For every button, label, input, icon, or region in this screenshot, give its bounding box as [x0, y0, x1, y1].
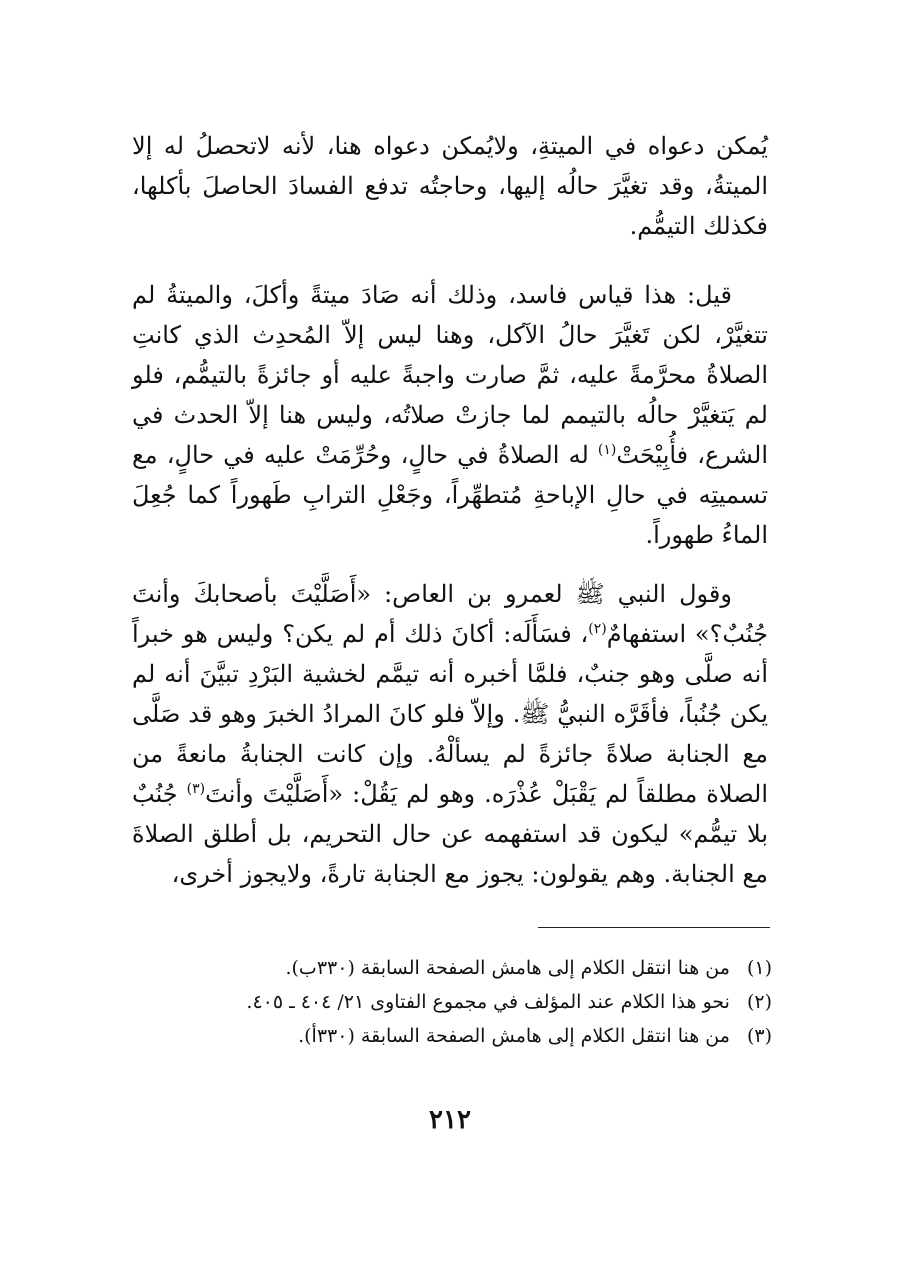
footnote-ref-1[interactable]: (١): [597, 442, 617, 458]
footnote-item: [132, 985, 772, 1019]
footnote-ref-2[interactable]: (٢): [588, 621, 607, 637]
footnote-number: (٣): [746, 1025, 772, 1047]
footnote-ref-3[interactable]: (٣): [186, 781, 206, 797]
paragraph-1-text: يُمكن دعواه في الميتةِ، ولايُمكن دعواه هنا، لأنه لاتحصلُ له إلا الميتةُ، وقد تغيَّرَ حالُه إليها، وحاجتُه تدفع الفسادَ الحاصلَ بأكلها، فكذلك التيمُّم.: [132, 132, 768, 240]
paragraph-1: [132, 126, 768, 246]
footnote-item: [132, 951, 772, 985]
paragraph-2-text-a: قيل: هذا قياس فاسد، وذلك أنه صَادَ ميتةً وأكلَ، والميتةُ لم تتغيَّرْ، لكن تَغيَّرَ حالُ الآكل، وهنا ليس إلاّ المُحدِث الذي كانتِ الصلاةُ محرَّمةً عليه، ثمَّ صارت واجبةً عليه أو جائزةً بالتيمُّم، فلو لم يَتغيَّرْ حالُه بالتيمم لما جازتْ صلاتُه، وليس هنا إلاّ الحدث في الشرع، فأُبِيْحَتْ: [132, 281, 769, 469]
footnote-text: من هنا انتقل الكلام إلى هامش الصفحة السابقة (٣٣٠ب).: [285, 957, 730, 979]
paragraph-2: [132, 275, 768, 555]
footnote-item: [132, 1019, 772, 1053]
paragraph-3-text-b: ، فسَأَلَه: أكانَ ذلك أم لم يكن؟ وليس هو خبراً أنه صلَّى وهو جنبٌ، فلمَّا أخبره أنه تيمَّم لخشية البَرْدِ تبيَّنَ أنه لم يكن جُنُباً، فأقَرَّه النبيُّ ﷺ. وإلاّ فلو كانَ المرادُ الخبرَ وهو قد صَلَّى مع الجنابة صلاةً جائزةً لم يسألْهُ. وإن كانت الجنابةُ مانعةً من الصلاة مطلقاً لم يَقْبَلْ عُذْرَه. وهو لم يَقُلْ: «أَصَلَّيْتَ وأنتَ: [132, 620, 768, 808]
paragraph-3: [132, 574, 768, 894]
page-number: ٢١٢: [429, 1105, 471, 1135]
paragraph-3-text-c: جُنُبٌ بلا تيمُّم» ليكون قد استفهمه عن حال التحريم، بل أطلق الصلاةَ مع الجنابة. وهم يقولون: يجوز مع الجنابة تارةً، ولايجوز أخرى،: [132, 780, 768, 888]
paragraph-2-text-b: له الصلاةُ في حالٍ، وحُرِّمَتْ عليه في حالٍ، مع تسميتِه في حالِ الإباحةِ مُتطهِّراً، وجَعْلِ الترابِ طَهوراً كما جُعِلَ الماءُ طهوراً.: [132, 441, 768, 549]
footnote-number: (٢): [746, 991, 772, 1013]
footnote-number: (١): [746, 957, 772, 979]
footnote-separator: [538, 927, 770, 928]
footnote-text: نحو هذا الكلام عند المؤلف في مجموع الفتاوى ٢١/ ٤٠٤ ـ ٤٠٥.: [246, 991, 730, 1013]
paragraph-3-text-a: وقول النبي ﷺ لعمرو بن العاص: «أَصَلَّيْتَ بأصحابكَ وأنتَ جُنُبٌ؟» استفهامٌ: [132, 580, 769, 648]
footnote-text: من هنا انتقل الكلام إلى هامش الصفحة السابقة (٣٣٠أ).: [298, 1025, 730, 1047]
footnotes-list: [132, 951, 772, 1053]
